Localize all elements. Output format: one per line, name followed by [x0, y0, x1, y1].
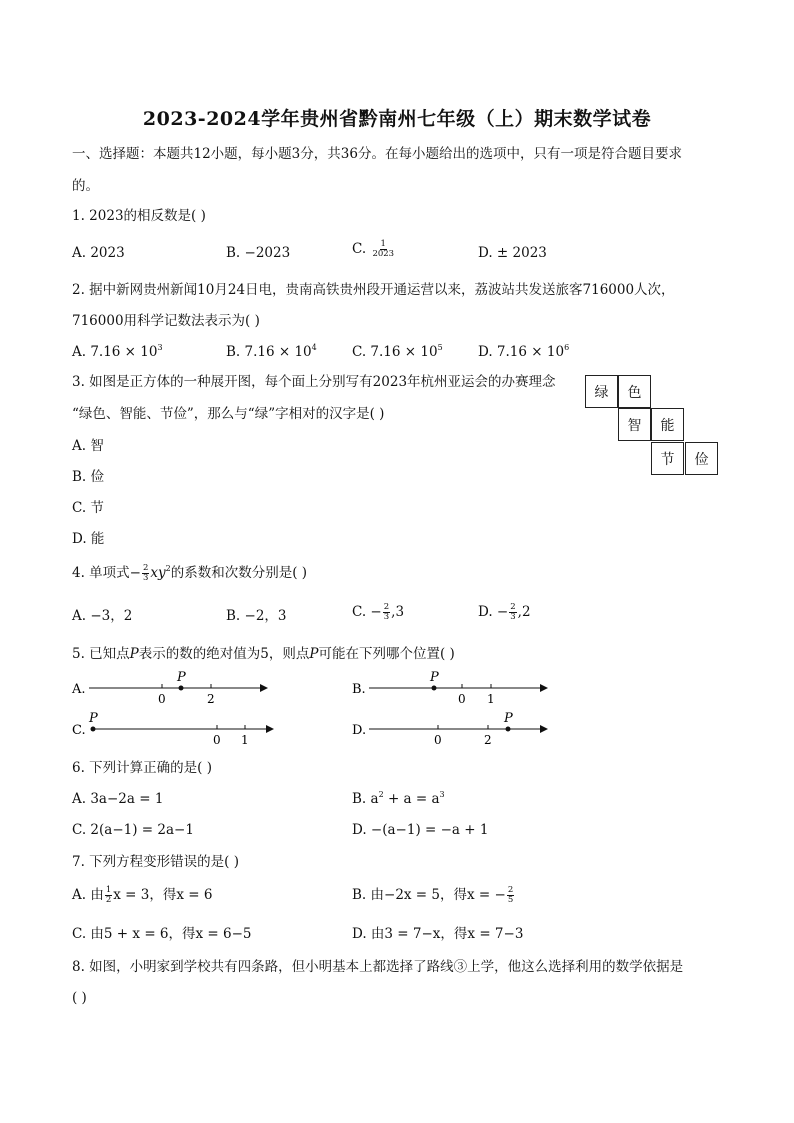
q3-option-a: A. 智: [72, 438, 104, 454]
q6-option-a: A. 3a−2a = 1: [72, 791, 164, 807]
net-cell-frugal: 俭: [685, 442, 718, 475]
point-p-a: [179, 686, 184, 691]
q8-stem-line1: 8. 如图，小明家到学校共有四条路，但小明基本上都选择了路线③上学，他这么选择利用的数学依据是: [72, 959, 684, 975]
tick-d-2: 2: [484, 733, 492, 747]
tick-b-1: 1: [487, 692, 495, 706]
point-p-c-label: P: [89, 711, 98, 726]
q4-option-b: B. −2，3: [226, 608, 287, 624]
tick-b-0: 0: [458, 692, 466, 706]
page-title: 2023-2024学年贵州省黔南州七年级（上）期末数学试卷: [142, 108, 652, 130]
number-line-d-label: D.: [352, 723, 367, 738]
q2-option-a: A. $7.16 \times 10^3$: [72, 343, 163, 360]
section-heading-line1: 一、选择题：本题共12小题，每小题3分，共36分。在每小题给出的选项中，只有一项是符合题目要求: [72, 146, 682, 162]
q6-option-d: D. −(a−1) = −a + 1: [352, 822, 489, 838]
tick-d-0: 0: [434, 733, 442, 747]
tick-c-0: 0: [213, 733, 221, 747]
number-line-a-label: A.: [72, 682, 86, 697]
number-line-c: [72, 711, 273, 747]
q1-stem: 1. 2023的相反数是( ): [72, 208, 206, 224]
q2-option-d: D. $7.16 \times 10^6$: [478, 343, 570, 360]
q3-option-c: C. 节: [72, 500, 104, 516]
q3-stem-line1: 3. 如图是正方体的一种展开图，每个面上分别写有2023年杭州亚运会的办赛理念: [72, 374, 556, 390]
number-line-a: [71, 670, 267, 706]
point-p-b-label: P: [430, 670, 439, 685]
number-line-c-label: C.: [72, 723, 86, 738]
point-p-c: [91, 727, 96, 732]
net-cell-color: 色: [618, 375, 651, 408]
net-cell-able: 能: [651, 408, 684, 441]
q4-option-a: A. −3，2: [72, 608, 133, 624]
number-line-b: [352, 670, 547, 706]
q8-stem-line2: ( ): [72, 990, 87, 1006]
q3-option-b: B. 俭: [72, 469, 105, 485]
net-cell-save: 节: [651, 442, 684, 475]
net-cell-green: 绿: [585, 375, 618, 408]
tick-a-0: 0: [158, 692, 166, 706]
q1-option-b: B. −2023: [226, 245, 291, 261]
q3-option-d: D. 能: [72, 531, 105, 547]
point-p-d-label: P: [504, 711, 513, 726]
q2-option-b: B. $7.16 \times 10^4$: [226, 343, 317, 360]
q2-stem-line2: 716000用科学记数法表示为( ): [72, 313, 260, 329]
point-p-b: [432, 686, 437, 691]
number-line-d: [352, 711, 547, 747]
q7-option-b: B. 由−2x = 5，得x = − $\frac{2}{5}$: [352, 885, 514, 905]
net-cell-smart: 智: [618, 408, 651, 441]
q7-stem: 7. 下列方程变形错误的是( ): [72, 854, 239, 870]
q7-option-a: A. 由 $\frac{1}{2}$ x = 3，得x = 6: [72, 885, 213, 905]
q6-stem: 6. 下列计算正确的是( ): [72, 760, 212, 776]
q7-option-c: C. 由5 + x = 6，得x = 6−5: [72, 926, 252, 942]
point-p-a-label: P: [177, 670, 186, 685]
q4-option-d: D. − $\frac{2}{3}$ ,2: [478, 602, 531, 622]
q2-stem-line1: 2. 据中新网贵州新闻10月24日电，贵南高铁贵州段开通运营以来，荔波站共发送旅客716000人次，: [72, 282, 675, 298]
tick-c-1: 1: [241, 733, 249, 747]
number-line-b-label: B.: [352, 682, 366, 697]
tick-a-2: 2: [207, 692, 215, 706]
q7-option-d: D. 由3 = 7−x，得x = 7−3: [352, 926, 524, 942]
q2-option-c: C. $7.16 \times 10^5$: [352, 343, 443, 360]
section-heading-line2: 的。: [72, 178, 99, 194]
q6-option-c: C. 2(a−1) = 2a−1: [72, 822, 194, 838]
q1-option-c: C. $\frac{1}{2023}$: [352, 239, 395, 259]
q4-option-c: C. − $\frac{2}{3}$ ,3: [352, 602, 405, 622]
point-p-d: [506, 727, 511, 732]
q5-stem: 5. 已知点P表示的数的绝对值为5，则点P可能在下列哪个位置( ): [72, 646, 455, 662]
q1-option-d: D. ± 2023: [478, 245, 547, 261]
q4-stem: 4. 单项式− $\frac{2}{3}$ $xy^2$的系数和次数分别是( ): [72, 563, 308, 583]
q6-option-b: B. $a^2 + a = a^3$: [352, 790, 445, 807]
q1-option-a: A. 2023: [72, 245, 125, 261]
q3-stem-line2: “绿色、智能、节俭”，那么与“绿”字相对的汉字是( ): [72, 406, 385, 422]
